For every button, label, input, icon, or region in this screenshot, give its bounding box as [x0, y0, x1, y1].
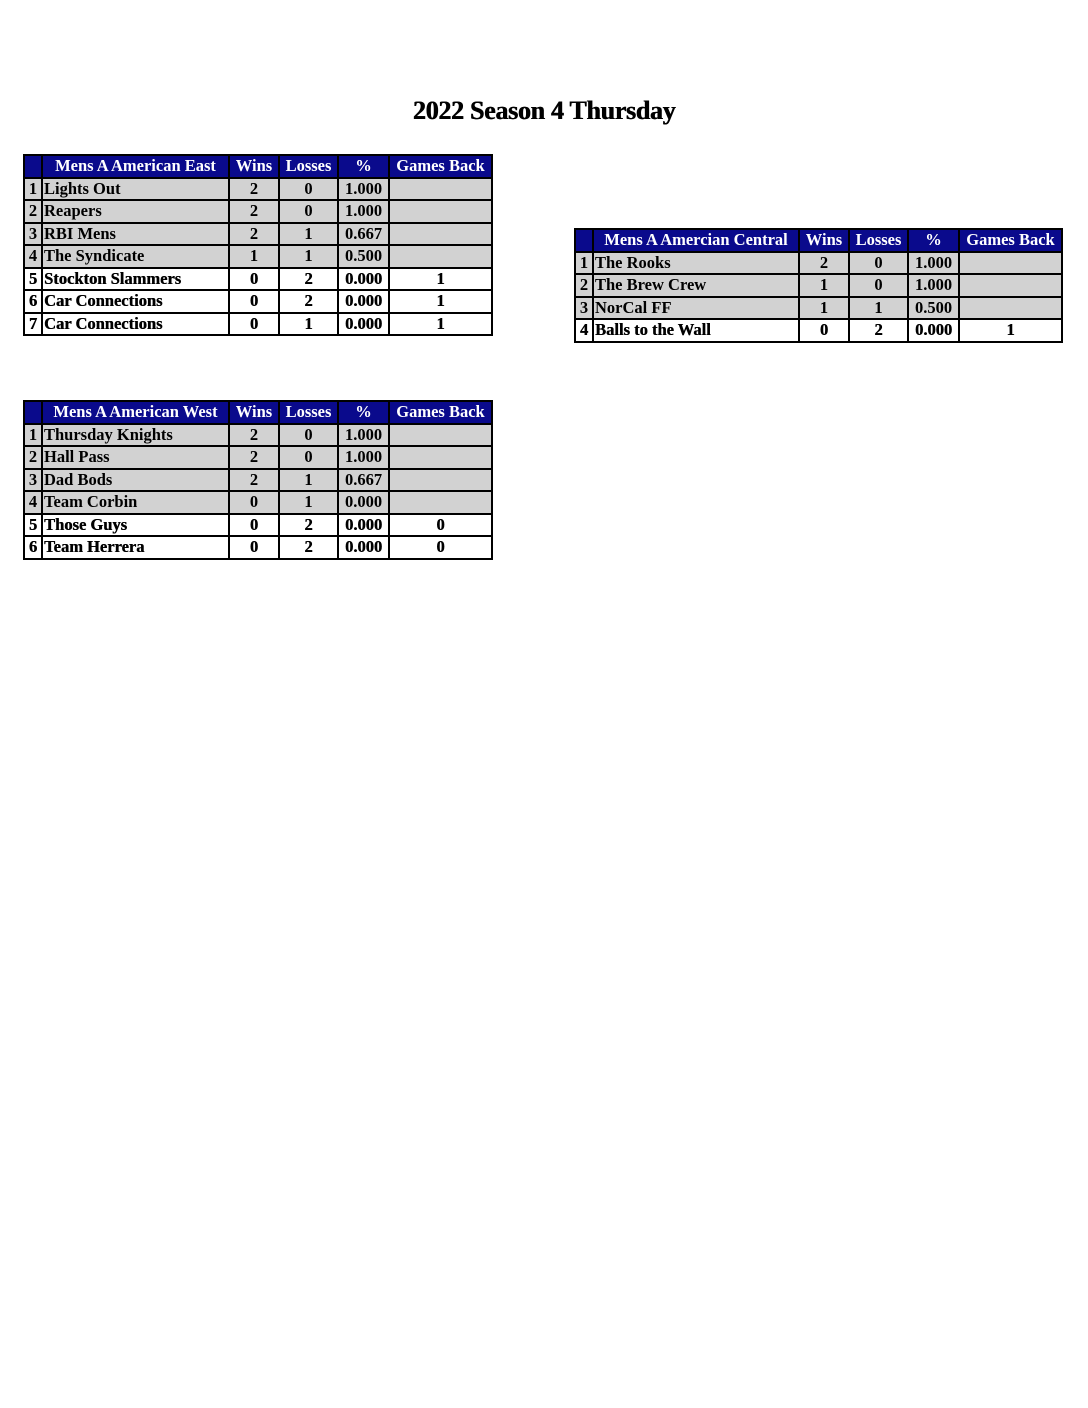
losses-cell: 1 [279, 245, 338, 268]
losses-cell: 2 [279, 536, 338, 559]
team-name-cell: Team Corbin [42, 491, 229, 514]
pct-cell: 1.000 [338, 200, 389, 223]
table-row [24, 469, 492, 492]
losses-cell: 1 [279, 491, 338, 514]
table-row [24, 223, 492, 246]
team-name-cell: Balls to the Wall [593, 319, 799, 342]
rank-cell: 2 [575, 274, 593, 297]
wins-cell: 0 [799, 319, 849, 342]
table-row [24, 514, 492, 537]
rank-cell: 7 [24, 313, 42, 336]
table-row [24, 245, 492, 268]
games-back-cell [959, 274, 1062, 297]
team-name-cell: Dad Bods [42, 469, 229, 492]
losses-cell: 2 [279, 268, 338, 291]
pct-cell: 1.000 [338, 424, 389, 447]
pct-cell: 0.000 [338, 313, 389, 336]
rank-cell: 4 [575, 319, 593, 342]
games-back-cell: 0 [389, 514, 492, 537]
wins-cell: 0 [229, 536, 279, 559]
team-name-cell: Car Connections [42, 313, 229, 336]
pct-cell: 0.500 [338, 245, 389, 268]
table-row [24, 200, 492, 223]
games-back-header: Games Back [959, 229, 1062, 252]
table-row [575, 319, 1062, 342]
games-back-cell [959, 252, 1062, 275]
losses-cell: 1 [849, 297, 908, 320]
division-name: Mens A Amercian Central [593, 229, 799, 252]
pct-header: % [338, 155, 389, 178]
team-name-cell: Reapers [42, 200, 229, 223]
pct-cell: 1.000 [338, 178, 389, 201]
games-back-cell [389, 178, 492, 201]
pct-cell: 0.000 [338, 491, 389, 514]
games-back-header: Games Back [389, 155, 492, 178]
losses-cell: 0 [849, 274, 908, 297]
rank-header [24, 401, 42, 424]
table-row [24, 268, 492, 291]
wins-header: Wins [229, 155, 279, 178]
table-row [24, 313, 492, 336]
pct-cell: 0.000 [338, 514, 389, 537]
pct-header: % [338, 401, 389, 424]
wins-cell: 2 [229, 200, 279, 223]
table-row [575, 274, 1062, 297]
table-row [24, 290, 492, 313]
games-back-cell [389, 446, 492, 469]
games-back-header: Games Back [389, 401, 492, 424]
wins-cell: 2 [229, 223, 279, 246]
page-title: 2022 Season 4 Thursday [412, 96, 676, 125]
standings-table-central [574, 228, 1063, 343]
losses-cell: 1 [279, 313, 338, 336]
rank-cell: 1 [24, 178, 42, 201]
standings-table-east [23, 154, 493, 336]
rank-cell: 5 [24, 268, 42, 291]
team-name-cell: The Brew Crew [593, 274, 799, 297]
rank-cell: 6 [24, 536, 42, 559]
losses-cell: 0 [279, 178, 338, 201]
games-back-cell [389, 491, 492, 514]
rank-cell: 2 [24, 200, 42, 223]
team-name-cell: Team Herrera [42, 536, 229, 559]
wins-cell: 0 [229, 290, 279, 313]
wins-header: Wins [799, 229, 849, 252]
team-name-cell: The Syndicate [42, 245, 229, 268]
rank-cell: 3 [24, 469, 42, 492]
pct-cell: 0.000 [338, 268, 389, 291]
losses-cell: 2 [279, 290, 338, 313]
losses-cell: 1 [279, 223, 338, 246]
table-row [575, 297, 1062, 320]
games-back-cell: 1 [389, 290, 492, 313]
games-back-cell: 1 [959, 319, 1062, 342]
standings-table-west [23, 400, 493, 560]
wins-cell: 1 [229, 245, 279, 268]
rank-header [24, 155, 42, 178]
table-row [575, 252, 1062, 275]
games-back-cell: 1 [389, 313, 492, 336]
wins-cell: 2 [229, 446, 279, 469]
wins-cell: 1 [799, 297, 849, 320]
team-name-cell: Car Connections [42, 290, 229, 313]
games-back-cell [959, 297, 1062, 320]
losses-cell: 2 [279, 514, 338, 537]
rank-cell: 5 [24, 514, 42, 537]
pct-cell: 0.667 [338, 469, 389, 492]
pct-cell: 1.000 [908, 274, 959, 297]
games-back-cell: 1 [389, 268, 492, 291]
losses-cell: 2 [849, 319, 908, 342]
losses-header: Losses [279, 155, 338, 178]
table-header-row [24, 401, 492, 424]
losses-cell: 0 [279, 446, 338, 469]
pct-cell: 0.667 [338, 223, 389, 246]
pct-cell: 0.000 [908, 319, 959, 342]
table-row [24, 424, 492, 447]
division-name: Mens A American East [42, 155, 229, 178]
team-name-cell: The Rooks [593, 252, 799, 275]
team-name-cell: Those Guys [42, 514, 229, 537]
rank-cell: 1 [575, 252, 593, 275]
wins-cell: 0 [229, 268, 279, 291]
games-back-cell [389, 245, 492, 268]
wins-cell: 2 [229, 469, 279, 492]
team-name-cell: Lights Out [42, 178, 229, 201]
losses-cell: 1 [279, 469, 338, 492]
wins-cell: 1 [799, 274, 849, 297]
rank-cell: 4 [24, 491, 42, 514]
table-row [24, 446, 492, 469]
division-name: Mens A American West [42, 401, 229, 424]
pct-cell: 0.500 [908, 297, 959, 320]
games-back-cell: 0 [389, 536, 492, 559]
team-name-cell: RBI Mens [42, 223, 229, 246]
losses-cell: 0 [279, 200, 338, 223]
team-name-cell: NorCal FF [593, 297, 799, 320]
games-back-cell [389, 200, 492, 223]
rank-cell: 6 [24, 290, 42, 313]
table-row [24, 536, 492, 559]
pct-cell: 0.000 [338, 536, 389, 559]
pct-cell: 0.000 [338, 290, 389, 313]
rank-cell: 3 [24, 223, 42, 246]
wins-cell: 0 [229, 313, 279, 336]
rank-header [575, 229, 593, 252]
pct-header: % [908, 229, 959, 252]
team-name-cell: Stockton Slammers [42, 268, 229, 291]
losses-cell: 0 [849, 252, 908, 275]
team-name-cell: Thursday Knights [42, 424, 229, 447]
games-back-cell [389, 469, 492, 492]
table-row [24, 491, 492, 514]
losses-header: Losses [279, 401, 338, 424]
pct-cell: 1.000 [338, 446, 389, 469]
team-name-cell: Hall Pass [42, 446, 229, 469]
wins-cell: 0 [229, 491, 279, 514]
wins-header: Wins [229, 401, 279, 424]
wins-cell: 2 [229, 178, 279, 201]
losses-header: Losses [849, 229, 908, 252]
rank-cell: 3 [575, 297, 593, 320]
table-row [24, 178, 492, 201]
wins-cell: 2 [799, 252, 849, 275]
games-back-cell [389, 424, 492, 447]
rank-cell: 2 [24, 446, 42, 469]
wins-cell: 0 [229, 514, 279, 537]
wins-cell: 2 [229, 424, 279, 447]
table-header-row [24, 155, 492, 178]
losses-cell: 0 [279, 424, 338, 447]
rank-cell: 1 [24, 424, 42, 447]
table-header-row [575, 229, 1062, 252]
games-back-cell [389, 223, 492, 246]
rank-cell: 4 [24, 245, 42, 268]
pct-cell: 1.000 [908, 252, 959, 275]
